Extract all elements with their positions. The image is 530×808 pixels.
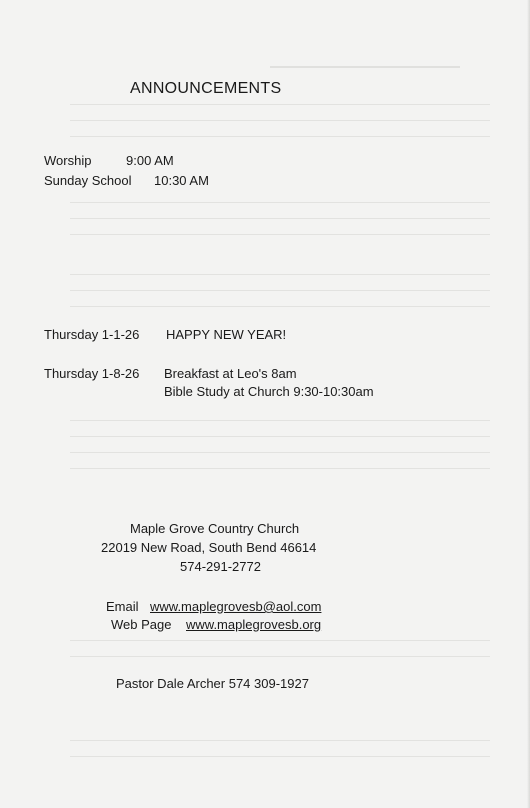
church-name: Maple Grove Country Church	[130, 521, 300, 536]
bleed-through-line	[70, 274, 490, 275]
event-date: Thursday 1-1-26	[44, 327, 140, 342]
church-address: 22019 New Road, South Bend 46614	[101, 540, 317, 555]
bleed-through-line	[70, 234, 490, 235]
church-phone: 574-291-2772	[180, 559, 261, 574]
sunday-school-label: Sunday School	[44, 173, 132, 188]
bleed-through-line	[70, 218, 490, 219]
bleed-through-line	[70, 468, 490, 469]
event-description: Breakfast at Leo's 8am	[164, 366, 297, 381]
bleed-through-line	[70, 104, 490, 105]
bleed-through-line	[70, 452, 490, 453]
bleed-through-line	[70, 756, 490, 757]
bleed-through-line	[70, 136, 490, 137]
event-description: HAPPY NEW YEAR!	[166, 327, 287, 342]
email-link[interactable]: www.maplegrovesb@aol.com	[150, 599, 322, 614]
event-description: Bible Study at Church 9:30-10:30am	[164, 384, 374, 399]
email-label: Email	[106, 599, 139, 614]
worship-label: Worship	[44, 153, 92, 168]
pastor-contact: Pastor Dale Archer 574 309-1927	[116, 676, 309, 691]
bleed-through-line	[70, 740, 490, 741]
bleed-through-line	[70, 640, 490, 641]
bleed-through-line	[70, 290, 490, 291]
bleed-through-line	[70, 202, 490, 203]
web-page-link[interactable]: www.maplegrovesb.org	[186, 617, 322, 632]
bleed-through-line	[70, 436, 490, 437]
bleed-through-line	[70, 656, 490, 657]
bleed-through-line	[70, 306, 490, 307]
web-page-label: Web Page	[111, 617, 172, 632]
event-date: Thursday 1-8-26	[44, 366, 140, 381]
sunday-school-time: 10:30 AM	[154, 173, 209, 188]
announcements-title: ANNOUNCEMENTS	[130, 80, 282, 97]
bleed-through-line	[70, 120, 490, 121]
bleed-through-line	[70, 420, 490, 421]
bleed-through-heading	[270, 44, 460, 68]
worship-time: 9:00 AM	[126, 153, 174, 168]
